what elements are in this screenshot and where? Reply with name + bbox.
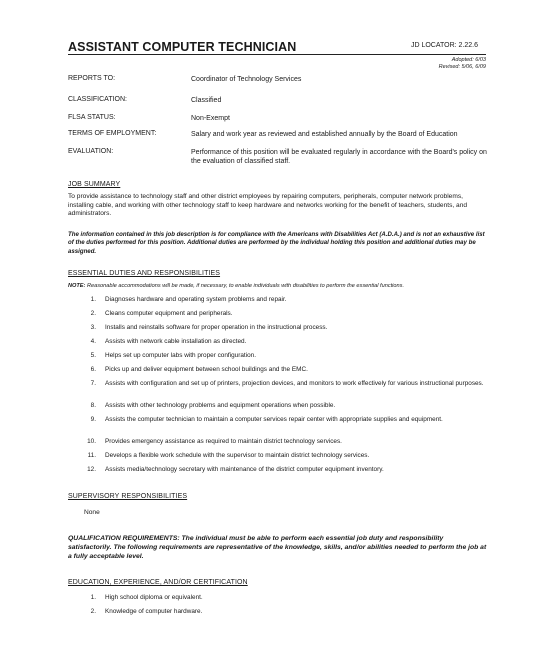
essential-duties-heading: ESSENTIAL DUTIES AND RESPONSIBILITIES: [68, 270, 221, 277]
duty-number: 6.: [90, 366, 96, 373]
education-text: Knowledge of computer hardware.: [105, 608, 203, 615]
qualification-requirements: QUALIFICATION REQUIREMENTS: The individual must be able to perform each essential job duty and responsibility satisfactorily. The following requirements are representative of the knowledge, skills, and/or abilities needed to perform the job at a fully acceptable level.: [68, 535, 487, 560]
document-title: ASSISTANT COMPUTER TECHNICIAN: [68, 40, 297, 54]
accommodation-note: [68, 283, 488, 289]
field-label-evaluation: EVALUATION:: [68, 148, 114, 155]
duty-number: 3.: [90, 324, 96, 331]
duty-number: 10.: [87, 438, 96, 445]
field-value-evaluation: Performance of this position will be evaluated regularly in accordance with the Board's policy on the evaluation of classified staff.: [191, 149, 487, 165]
duty-text: Assists with network cable installation as directed.: [105, 338, 247, 345]
field-value-reports-to: Coordinator of Technology Services: [191, 76, 302, 83]
title-divider: [68, 54, 486, 55]
duty-text: Provides emergency assistance as required to maintain district technology services.: [105, 438, 342, 445]
duty-text: Assists with other technology problems and equipment operations when possible.: [105, 402, 336, 409]
note-text: Reasonable accommodations will be made, if necessary, to enable individuals with disabilities to perform the essential functions.: [85, 283, 405, 289]
duty-number: 2.: [90, 310, 96, 317]
duty-text: Installs and reinstalls software for proper operation in the instructional process.: [105, 324, 328, 331]
education-number: 1.: [90, 594, 96, 601]
jd-locator: JD LOCATOR: 2.22.6: [410, 42, 478, 49]
duty-text: Develops a flexible work schedule with the supervisor to maintain district technology services.: [105, 452, 370, 459]
field-label-classification: CLASSIFICATION:: [68, 96, 127, 103]
duty-text: Diagnoses hardware and operating system problems and repair.: [105, 296, 287, 303]
duty-text: Assists the computer technician to maintain a computer services repair center with appropriate supplies and equipment.: [105, 416, 443, 423]
duty-number: 5.: [90, 352, 96, 359]
field-label-terms-of-employment: TERMS OF EMPLOYMENT:: [68, 130, 157, 137]
adopted-date: Adopted: 6/03: [451, 57, 486, 63]
duty-text: Assists media/technology secretary with maintenance of the district computer equipment inventory.: [105, 466, 384, 473]
field-value-terms-of-employment: Salary and work year as reviewed and established annually by the Board of Education: [191, 131, 458, 138]
field-value-flsa-status: Non-Exempt: [191, 115, 230, 122]
job-summary-heading: JOB SUMMARY: [68, 181, 121, 188]
field-label-reports-to: REPORTS TO:: [68, 75, 116, 82]
supervisory-text: None: [84, 509, 100, 516]
duty-number: 7.: [90, 380, 96, 387]
education-heading: EDUCATION, EXPERIENCE, AND/OR CERTIFICATION: [68, 579, 248, 586]
field-value-classification: Classified: [191, 97, 222, 104]
job-summary-text: To provide assistance to technology staff and other district employees by repairing computers, peripherals, computer network problems, installing cable, and working with other technology staff to keep hardware and networks working for the benefit of teachers, students, and administrators.: [68, 193, 468, 218]
duty-text: Cleans computer equipment and peripherals.: [105, 310, 233, 317]
duty-number: 9.: [90, 416, 96, 423]
duty-number: 11.: [87, 452, 96, 459]
education-text: High school diploma or equivalent.: [105, 594, 203, 601]
duty-text: Helps set up computer labs with proper configuration.: [105, 352, 256, 359]
duty-number: 8.: [90, 402, 96, 409]
revised-date: Revised: 5/06, 6/09: [438, 64, 486, 70]
duty-number: 4.: [90, 338, 96, 345]
field-label-flsa-status: FLSA STATUS:: [68, 114, 116, 121]
note-label: NOTE:: [68, 283, 86, 289]
ada-notice: The information contained in this job description is for compliance with the Americans with Disabilities Act (A.D.A.) and is not an exhaustive list of the duties performed for this position. Additional duties are performed by the individual holding this position and additional duties may be assigned.: [68, 231, 485, 255]
duty-text: Picks up and deliver equipment between school buildings and the EMC.: [105, 366, 308, 373]
duty-number: 12.: [87, 466, 96, 473]
duty-text: Assists with configuration and set up of printers, projection devices, and monitors to work effectively for various instructional purposes.: [105, 380, 484, 387]
supervisory-heading: SUPERVISORY RESPONSIBILITIES: [68, 493, 188, 500]
duty-number: 1.: [90, 296, 96, 303]
education-number: 2.: [90, 608, 96, 615]
